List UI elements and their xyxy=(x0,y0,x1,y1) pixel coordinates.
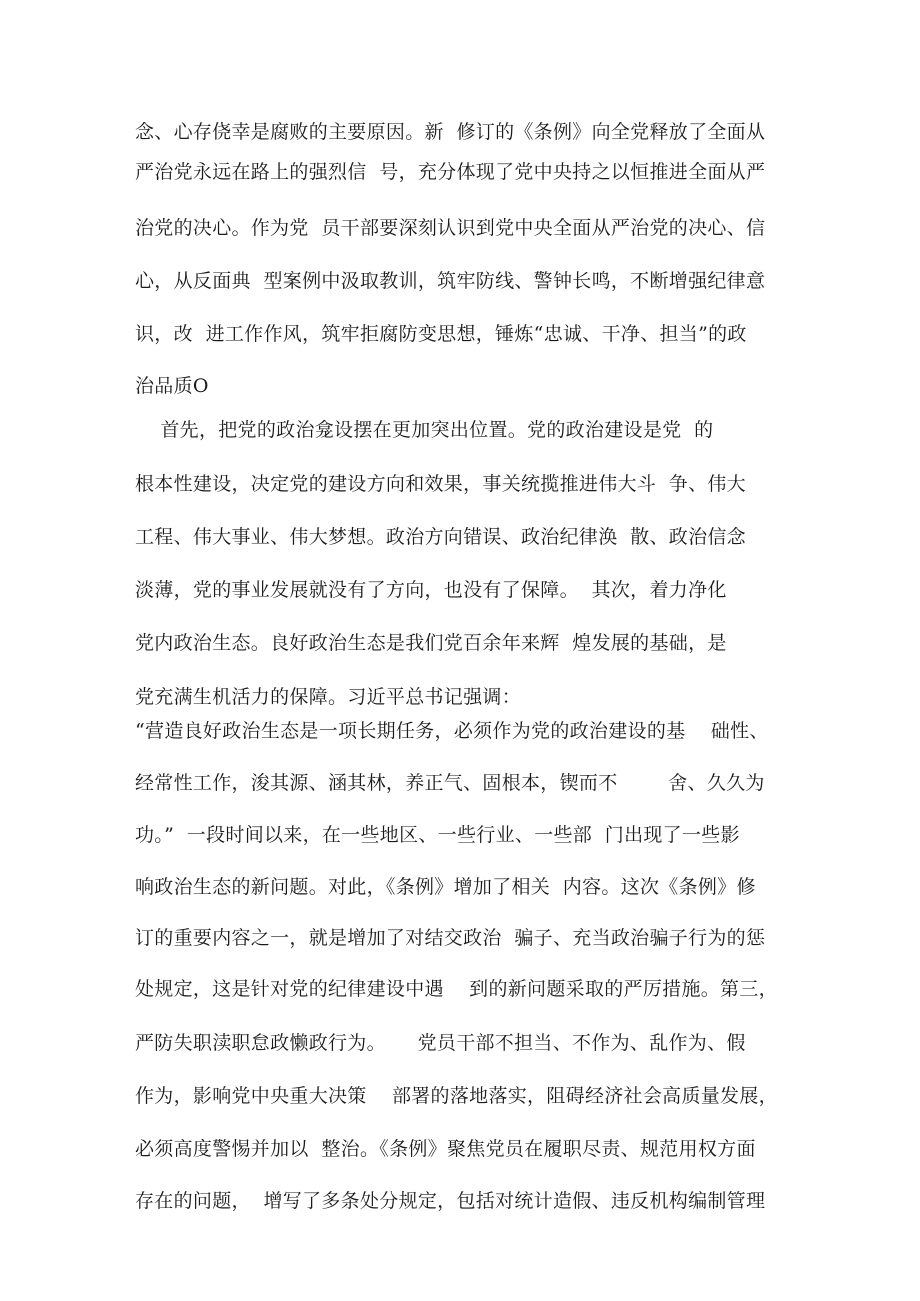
text-line: 响政治生态的新问题。对此，《条例》增加了相关 内容。这次《条例》修 xyxy=(135,876,756,898)
text-line: 党充满生机活力的保障。习近平总书记强调： xyxy=(135,686,522,708)
text-line: 治品质O xyxy=(135,375,209,397)
text-line: 治党的决心。作为党 员干部要深刻认识到党中央全面从严治党的决心、信 xyxy=(135,217,766,239)
text-line: 心，从反面典 型案例中汲取教训，筑牢防线、警钟长鸣，不断增强纪律意 xyxy=(135,270,766,292)
text-line: 存在的问题， 增写了多条处分规定，包括对统计造假、违反机构编制管理 xyxy=(135,1190,766,1212)
text-line: 首先，把党的政治龛设摆在更加突出位置。党的政治建设是党 的 xyxy=(135,419,714,441)
text-line: 处规定，这是针对党的纪律建设中遇 到的新问题采取的严厉措施。第三， xyxy=(135,978,778,1000)
text-line: 功。” 一段时间以来，在一些地区、一些行业、一些部 门出现了一些影 xyxy=(135,824,740,846)
text-line: 念、心存侥幸是腐败的主要原因。新 修订的《条例》向全党释放了全面从 xyxy=(135,121,766,143)
text-line: 必须高度警惕并加以 整治。《条例》聚焦党员在履职尽责、规范用权方面 xyxy=(135,1138,756,1160)
text-line: 根本性建设，决定党的建设方向和效果，事关统揽推进伟大斗 争、伟大 xyxy=(135,473,746,495)
text-line: 订的重要内容之一，就是增加了对结交政治 骗子、充当政治骗子行为的惩 xyxy=(135,927,766,949)
text-line: “营造良好政治生态是一项长期任务，必须作为党的政治建设的基 础性、 xyxy=(135,720,769,742)
text-line: 严防失职渎职怠政懒政行为。 党员干部不担当、不作为、乱作为、假 xyxy=(135,1032,746,1054)
text-line: 作为，影响党中央重大决策 部署的落地落实，阻碍经济社会高质量发展， xyxy=(135,1085,778,1107)
text-line: 经常性工作，浚其源、涵其林，养正气、固根本，锲而不 舍、久久为 xyxy=(135,772,765,794)
text-line: 党内政治生态。良好政治生态是我们党百余年来辉 煌发展的基础，是 xyxy=(135,632,727,654)
text-line: 工程、伟大事业、伟大梦想。政治方向错误、政治纪律涣 散、政治信念 xyxy=(135,526,746,548)
text-line: 识，改 进工作作风，筑牢拒腐防变思想，锤炼“忠诚、干净、担当”的政 xyxy=(135,323,747,345)
text-line: 严治党永远在路上的强烈信 号，充分体现了党中央持之以恒推进全面从严 xyxy=(135,161,766,183)
text-line: 淡薄，党的事业发展就没有了方向，也没有了保障。 其次，着力净化 xyxy=(135,579,727,601)
